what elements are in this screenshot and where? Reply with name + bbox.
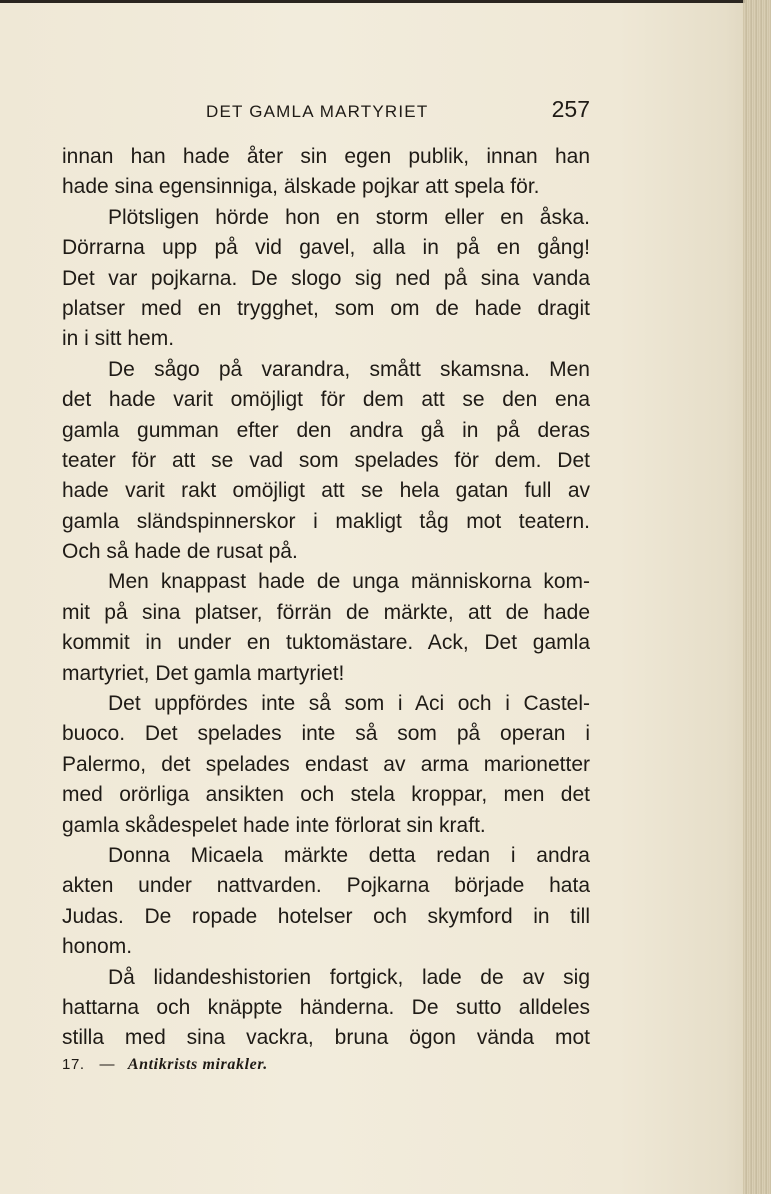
running-head — [62, 96, 590, 126]
text-line: Och så hade de rusat på. — [62, 540, 298, 564]
signature-dash: — — [99, 1056, 116, 1073]
text-line: hattarna och knäppte händerna. De sutto alldeles — [62, 995, 590, 1019]
text-line: buoco. Det spelades inte så som på operan i — [62, 722, 590, 746]
text-line: akten under nattvarden. Pojkarna började hata — [62, 874, 590, 898]
text-line: stilla med sina vackra, bruna ögon vända mot — [62, 1026, 590, 1050]
text-line: Men knappast hade de unga människorna kom- — [108, 570, 590, 594]
text-line: Det var pojkarna. De slogo sig ned på sina vanda — [62, 266, 590, 290]
text-line: innan han hade åter sin egen publik, innan han — [62, 145, 590, 168]
text-line: Det uppfördes inte så som i Aci och i Castel- — [108, 692, 590, 716]
text-line: Judas. De ropade hotelser och skymford in till — [62, 904, 590, 928]
body-text — [62, 142, 590, 1054]
signature-number: 17. — [62, 1056, 85, 1073]
text-line: in i sitt hem. — [62, 327, 175, 351]
text-line: hade sina egensinniga, älskade pojkar att spela för. — [62, 175, 540, 199]
text-line: platser med en trygghet, som om de hade dragit — [62, 296, 590, 320]
book-spine-edge — [743, 0, 771, 1194]
page-top-edge — [0, 0, 745, 3]
text-line: hade varit rakt omöjligt att se hela gatan full av — [62, 479, 590, 503]
text-line: det hade varit omöjligt för dem att se den ena — [62, 388, 590, 412]
text-line: gamla gumman efter den andra gå in på deras — [62, 418, 590, 442]
printer-signature — [62, 1056, 268, 1074]
running-title: DET GAMLA MARTYRIET — [206, 102, 429, 121]
text-line: gamla skådespelet hade inte förlorat sin kraft. — [62, 813, 486, 837]
text-line: kommit in under en tuktomästare. Ack, Det gamla — [62, 631, 590, 655]
text-line: mit på sina platser, förrän de märkte, att de hade — [62, 600, 590, 624]
text-line: martyriet, Det gamla martyriet! — [62, 661, 345, 685]
text-line: De sågo på varandra, smått skamsna. Men — [108, 357, 590, 381]
text-line: Plötsligen hörde hon en storm eller en åska. — [108, 205, 590, 229]
text-line: teater för att se vad som spelades för dem. Det — [62, 448, 590, 472]
text-line: Då lidandeshistorien fortgick, lade de av sig — [108, 965, 590, 989]
signature-title: Antikrists mirakler. — [127, 1056, 268, 1073]
text-line: Donna Micaela märkte detta redan i andra — [108, 843, 590, 867]
text-line: honom. — [62, 935, 133, 959]
text-line: Palermo, det spelades endast av arma marionetter — [62, 752, 590, 776]
text-line: gamla sländspinnerskor i makligt tåg mot teatern. — [62, 509, 590, 533]
page-number: 257 — [551, 96, 590, 122]
text-line: med orörliga ansikten och stela kroppar, men det — [62, 783, 590, 807]
text-line: Dörrarna upp på vid gavel, alla in på en gång! — [62, 236, 590, 260]
